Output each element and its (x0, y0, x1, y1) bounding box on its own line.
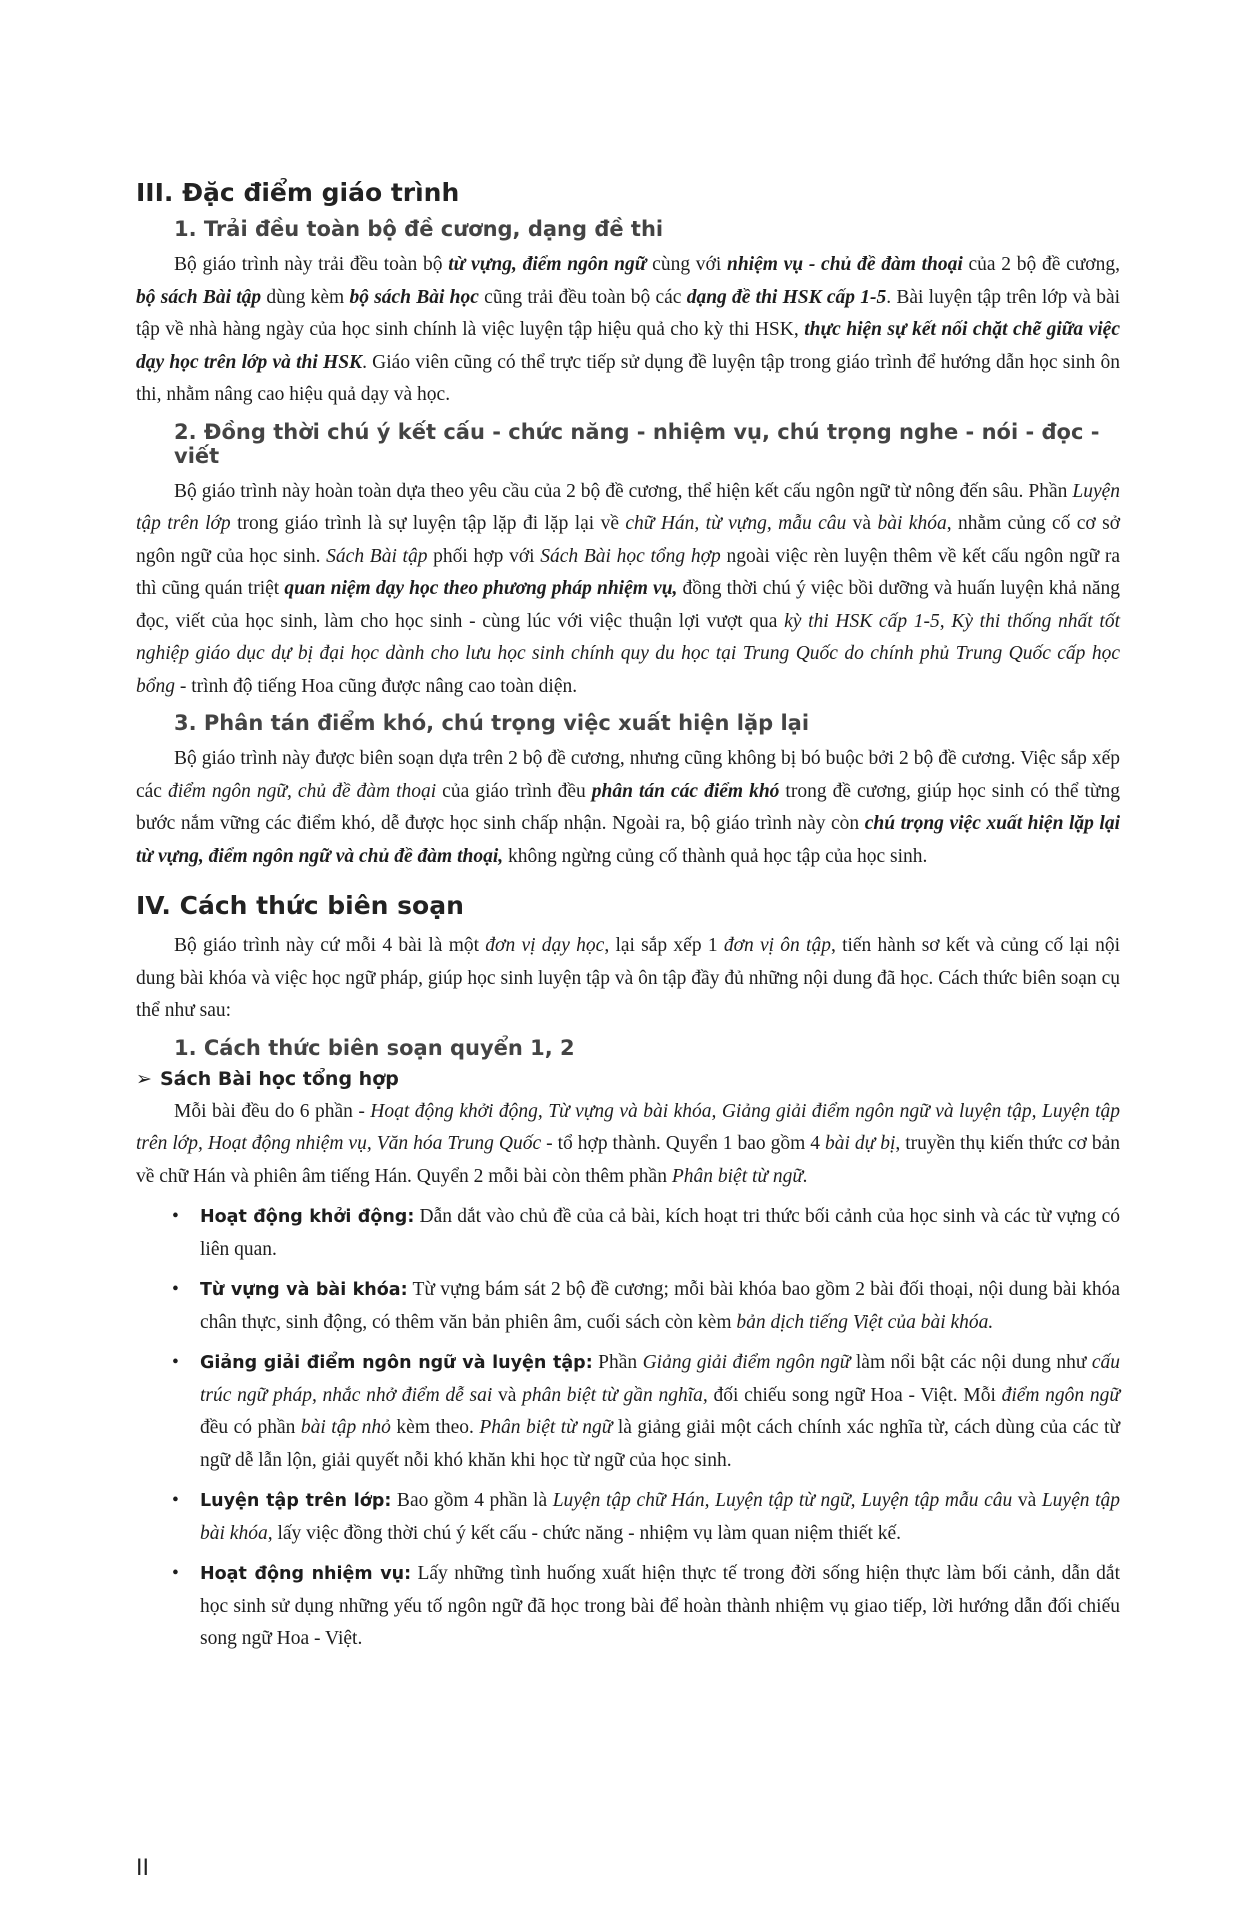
bullet-dot-icon: • (172, 1563, 179, 1584)
page-content (136, 178, 1120, 1664)
book-paragraph: Mỗi bài đều do 6 phần - Hoạt động khởi động, Từ vựng và bài khóa, Giảng giải điểm ngôn ngữ và luyện tập, Luyện tập trên lớp, Hoạt động nhiệm vụ, Văn hóa Trung Quốc - tổ hợp thành. Quyển 1 bao gồm 4 bài dự bị, truyền thụ kiến thức cơ bản về chữ Hán và phiên âm tiếng Hán. Quyển 2 mỗi bài còn thêm phần Phân biệt từ ngữ. (136, 1100, 1120, 1187)
page-number: II (136, 1856, 149, 1881)
book-heading: ➢ Sách Bài học tổng hợp (136, 1067, 399, 1090)
component-list (136, 1201, 1120, 1656)
list-item: • Giảng giải điểm ngôn ngữ và luyện tập: Phần Giảng giải điểm ngôn ngữ làm nổi bật các nội dung như cấu trúc ngữ pháp, nhắc nhở điểm dễ sai và phân biệt từ gần nghĩa, đối chiếu song ngữ Hoa - Việt. Mỗi điểm ngôn ngữ đều có phần bài tập nhỏ kèm theo. Phân biệt từ ngữ là giảng giải một cách chính xác nghĩa từ, cách dùng của các từ ngữ dễ lẫn lộn, giải quyết nỗi khó khăn khi học từ ngữ của học sinh. (200, 1347, 1120, 1477)
list-item: • Từ vựng và bài khóa: Từ vựng bám sát 2 bộ đề cương; mỗi bài khóa bao gồm 2 bài đối thoại, nội dung bài khóa chân thực, sinh động, có thêm văn bản phiên âm, cuối sách còn kèm bản dịch tiếng Việt của bài khóa. (200, 1274, 1120, 1339)
subsection-3-2-heading: 2. Đồng thời chú ý kết cấu - chức năng - nhiệm vụ, chú trọng nghe - nói - đọc - viết (174, 419, 1100, 468)
bullet-dot-icon: • (172, 1490, 179, 1511)
arrow-bullet-icon: ➢ (136, 1067, 152, 1090)
section-iv-heading: IV. Cách thức biên soạn (136, 891, 464, 920)
subsection-4-1-heading: 1. Cách thức biên soạn quyển 1, 2 (174, 1035, 575, 1060)
subsection-3-1-heading: 1. Trải đều toàn bộ đề cương, dạng đề thi (174, 217, 664, 241)
subsection-3-3-heading: 3. Phân tán điểm khó, chú trọng việc xuất hiện lặp lại (174, 711, 810, 735)
bullet-dot-icon: • (172, 1352, 179, 1373)
bullet-dot-icon: • (172, 1206, 179, 1227)
list-item: • Hoạt động khởi động: Dẫn dắt vào chủ đề của cả bài, kích hoạt tri thức bối cảnh của học sinh và các từ vựng có liên quan. (200, 1201, 1120, 1266)
bullet-dot-icon: • (172, 1279, 179, 1300)
section-iv-paragraph: Bộ giáo trình này cứ mỗi 4 bài là một đơn vị dạy học, lại sắp xếp 1 đơn vị ôn tập, tiến hành sơ kết và củng cố lại nội dung bài khóa và việc học ngữ pháp, giúp học sinh luyện tập và ôn tập đầy đủ những nội dung đã học. Cách thức biên soạn cụ thể như sau: (136, 935, 1121, 1021)
subsection-3-3-paragraph: Bộ giáo trình này được biên soạn dựa trên 2 bộ đề cương, nhưng cũng không bị bó buộc bởi 2 bộ đề cương. Việc sắp xếp các điểm ngôn ngữ, chủ đề đàm thoại của giáo trình đều phân tán các điểm khó trong đề cương, giúp học sinh có thể từng bước nắm vững các điểm khó, dễ được học sinh chấp nhận. Ngoài ra, bộ giáo trình này còn chú trọng việc xuất hiện lặp lại từ vựng, điểm ngôn ngữ và chủ đề đàm thoại, không ngừng củng cố thành quả học tập của học sinh. (136, 748, 1121, 867)
subsection-3-1-paragraph: Bộ giáo trình này trải đều toàn bộ từ vựng, điểm ngôn ngữ cùng với nhiệm vụ - chủ đề đàm thoại của 2 bộ đề cương, bộ sách Bài tập dùng kèm bộ sách Bài học cũng trải đều toàn bộ các dạng đề thi HSK cấp 1-5. Bài luyện tập trên lớp và bài tập về nhà hàng ngày của học sinh chính là việc luyện tập hiệu quả cho kỳ thi HSK, thực hiện sự kết nối chặt chẽ giữa việc dạy học trên lớp và thi HSK. Giáo viên cũng có thể trực tiếp sử dụng đề luyện tập trong giáo trình để hướng dẫn học sinh ôn thi, nhằm nâng cao hiệu quả dạy và học. (136, 254, 1121, 405)
subsection-3-2-paragraph: Bộ giáo trình này hoàn toàn dựa theo yêu cầu của 2 bộ đề cương, thể hiện kết cấu ngôn ngữ từ nông đến sâu. Phần Luyện tập trên lớp trong giáo trình là sự luyện tập lặp đi lặp lại về chữ Hán, từ vựng, mẫu câu và bài khóa, nhằm củng cố cơ sở ngôn ngữ của học sinh. Sách Bài tập phối hợp với Sách Bài học tổng hợp ngoài việc rèn luyện thêm về kết cấu ngôn ngữ ra thì cũng quán triệt quan niệm dạy học theo phương pháp nhiệm vụ, đồng thời chú ý việc bồi dưỡng và huấn luyện khả năng đọc, viết của học sinh, làm cho học sinh - cùng lúc với việc thuận lợi vượt qua kỳ thi HSK cấp 1-5, Kỳ thi thống nhất tốt nghiệp giáo dục dự bị đại học dành cho lưu học sinh chính quy du học tại Trung Quốc do chính phủ Trung Quốc cấp học bổng - trình độ tiếng Hoa cũng được nâng cao toàn diện. (136, 480, 1121, 697)
section-iii-heading: III. Đặc điểm giáo trình (136, 178, 460, 207)
list-item: • Hoạt động nhiệm vụ: Lấy những tình huống xuất hiện thực tế trong đời sống hiện thực làm bối cảnh, dẫn dắt học sinh sử dụng những yếu tố ngôn ngữ đã học trong bài để hoàn thành nhiệm vụ giao tiếp, lời hướng dẫn đối chiếu song ngữ Hoa - Việt. (200, 1558, 1120, 1656)
list-item: • Luyện tập trên lớp: Bao gồm 4 phần là Luyện tập chữ Hán, Luyện tập từ ngữ, Luyện tập mẫu câu và Luyện tập bài khóa, lấy việc đồng thời chú ý kết cấu - chức năng - nhiệm vụ làm quan niệm thiết kế. (200, 1485, 1120, 1550)
